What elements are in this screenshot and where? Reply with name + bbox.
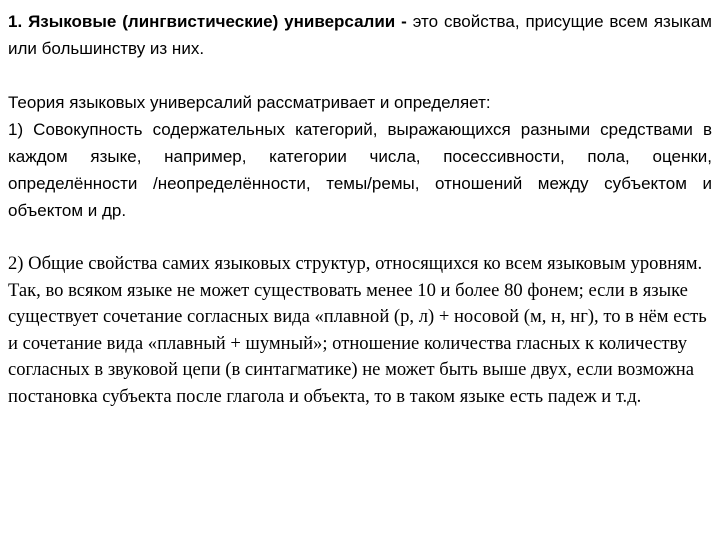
definition-paragraph [8, 8, 712, 62]
definition-text: это свойства, присущие всем языкам или большинству из них. [8, 12, 712, 58]
definition-term: 1. Языковые (лингвистические) универсалии - [8, 12, 407, 31]
intro-text: Теория языковых универсалий рассматривает и определяет: [8, 93, 491, 112]
list-item-2: 2) Общие свойства самих языковых структур, относящихся ко всем языковым уровням. Так, во всяком языке не может существовать менее 10 и более 80 фонем; если в языке существует сочетание согласных вида «плавной (р, л) + носовой (м, н, нг), то в нём есть и сочетание вида «плавный + шумный»; отношение количества гласных к количеству согласных в звуковой цепи (в синтагматике) не может быть выше двух, если возможна постановка субъекта после глагола и объекта, то в таком языке есть падеж и т.д. [8, 253, 707, 407]
list-item-1: 1) Совокупность содержательных категорий, выражающихся разными средствами в каждом языке, например, категории числа, посессивности, пола, оценки, определённости /неопределённости, темы/ремы, отношений между субъектом и объектом и др. [8, 120, 712, 220]
